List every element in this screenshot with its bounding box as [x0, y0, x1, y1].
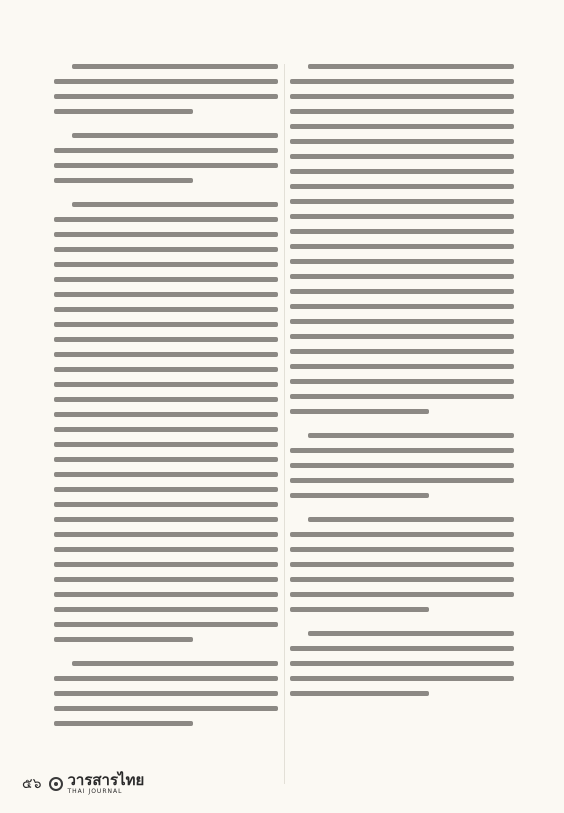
- text-line-placeholder: [54, 547, 278, 552]
- text-line-placeholder: [72, 133, 278, 138]
- paragraph-gap: [54, 736, 278, 745]
- text-line-placeholder: [290, 304, 514, 309]
- paragraph-gap: [54, 193, 278, 202]
- paragraph-gap: [54, 124, 278, 133]
- page-number: ๕๖: [22, 776, 42, 792]
- text-line-placeholder: [72, 64, 278, 69]
- paragraph-gap: [290, 508, 514, 517]
- paragraph-gap: [54, 652, 278, 661]
- text-line-placeholder: [54, 577, 278, 582]
- journal-logo-icon: [49, 777, 63, 791]
- text-line-placeholder: [290, 334, 514, 339]
- text-line-placeholder: [290, 478, 514, 483]
- text-line-placeholder: [54, 247, 278, 252]
- text-line-placeholder: [54, 502, 278, 507]
- text-line-placeholder: [54, 148, 278, 153]
- text-line-placeholder: [54, 517, 278, 522]
- text-line-placeholder: [290, 229, 514, 234]
- text-line-placeholder: [54, 382, 278, 387]
- text-line-placeholder: [290, 109, 514, 114]
- text-line-placeholder: [54, 691, 278, 696]
- text-line-placeholder: [54, 163, 278, 168]
- text-line-placeholder: [54, 487, 278, 492]
- text-line-placeholder: [290, 379, 514, 384]
- text-line-placeholder: [54, 367, 278, 372]
- text-line-placeholder: [54, 442, 278, 447]
- paragraph-gap: [290, 622, 514, 631]
- text-line-placeholder: [290, 214, 514, 219]
- text-line-placeholder: [54, 109, 193, 114]
- text-line-placeholder: [54, 412, 278, 417]
- journal-masthead: [67, 773, 144, 795]
- text-line-placeholder: [54, 706, 278, 711]
- text-line-placeholder: [290, 199, 514, 204]
- journal-title: วารสารไทย: [67, 771, 145, 789]
- text-line-placeholder: [54, 622, 278, 627]
- text-line-placeholder: [54, 532, 278, 537]
- text-line-placeholder: [54, 217, 278, 222]
- text-line-placeholder: [290, 607, 429, 612]
- text-line-placeholder: [72, 202, 278, 207]
- text-line-placeholder: [290, 463, 514, 468]
- text-line-placeholder: [54, 262, 278, 267]
- text-line-placeholder: [290, 364, 514, 369]
- column-divider: [284, 64, 285, 784]
- text-line-placeholder: [290, 532, 514, 537]
- text-line-placeholder: [290, 676, 514, 681]
- text-line-placeholder: [290, 448, 514, 453]
- text-line-placeholder: [290, 124, 514, 129]
- text-line-placeholder: [54, 292, 278, 297]
- text-line-placeholder: [290, 154, 514, 159]
- text-line-placeholder: [290, 274, 514, 279]
- text-line-placeholder: [54, 352, 278, 357]
- text-line-placeholder: [290, 691, 429, 696]
- text-line-placeholder: [290, 289, 514, 294]
- text-line-placeholder: [54, 607, 278, 612]
- text-line-placeholder: [290, 661, 514, 666]
- text-line-placeholder: [290, 94, 514, 99]
- text-line-placeholder: [290, 259, 514, 264]
- text-line-placeholder: [290, 79, 514, 84]
- text-line-placeholder: [54, 637, 193, 642]
- paragraph-gap: [290, 424, 514, 433]
- text-line-placeholder: [290, 394, 514, 399]
- text-line-placeholder: [290, 577, 514, 582]
- text-line-placeholder: [290, 493, 429, 498]
- text-line-placeholder: [290, 646, 514, 651]
- text-line-placeholder: [290, 562, 514, 567]
- text-line-placeholder: [54, 721, 193, 726]
- body-text-right-column: [290, 64, 514, 784]
- text-line-placeholder: [54, 307, 278, 312]
- text-line-placeholder: [54, 79, 278, 84]
- text-line-placeholder: [54, 676, 278, 681]
- text-line-placeholder: [54, 397, 278, 402]
- text-line-placeholder: [54, 592, 278, 597]
- text-line-placeholder: [290, 169, 514, 174]
- text-line-placeholder: [308, 631, 514, 636]
- text-line-placeholder: [290, 139, 514, 144]
- paragraph-gap: [290, 706, 514, 715]
- text-line-placeholder: [290, 184, 514, 189]
- text-line-placeholder: [290, 409, 429, 414]
- page-footer: [22, 770, 144, 798]
- text-line-placeholder: [290, 547, 514, 552]
- journal-subtitle: THAI JOURNAL: [67, 788, 123, 795]
- text-line-placeholder: [54, 94, 278, 99]
- text-line-placeholder: [54, 322, 278, 327]
- text-line-placeholder: [54, 457, 278, 462]
- text-line-placeholder: [308, 433, 514, 438]
- text-line-placeholder: [54, 337, 278, 342]
- text-line-placeholder: [72, 661, 278, 666]
- text-line-placeholder: [54, 277, 278, 282]
- text-line-placeholder: [54, 232, 278, 237]
- text-line-placeholder: [54, 178, 193, 183]
- text-line-placeholder: [54, 472, 278, 477]
- text-line-placeholder: [290, 592, 514, 597]
- text-line-placeholder: [308, 517, 514, 522]
- text-line-placeholder: [308, 64, 514, 69]
- body-text-left-column: [54, 64, 278, 784]
- text-line-placeholder: [290, 319, 514, 324]
- text-line-placeholder: [290, 349, 514, 354]
- text-line-placeholder: [54, 427, 278, 432]
- text-line-placeholder: [290, 244, 514, 249]
- text-line-placeholder: [54, 562, 278, 567]
